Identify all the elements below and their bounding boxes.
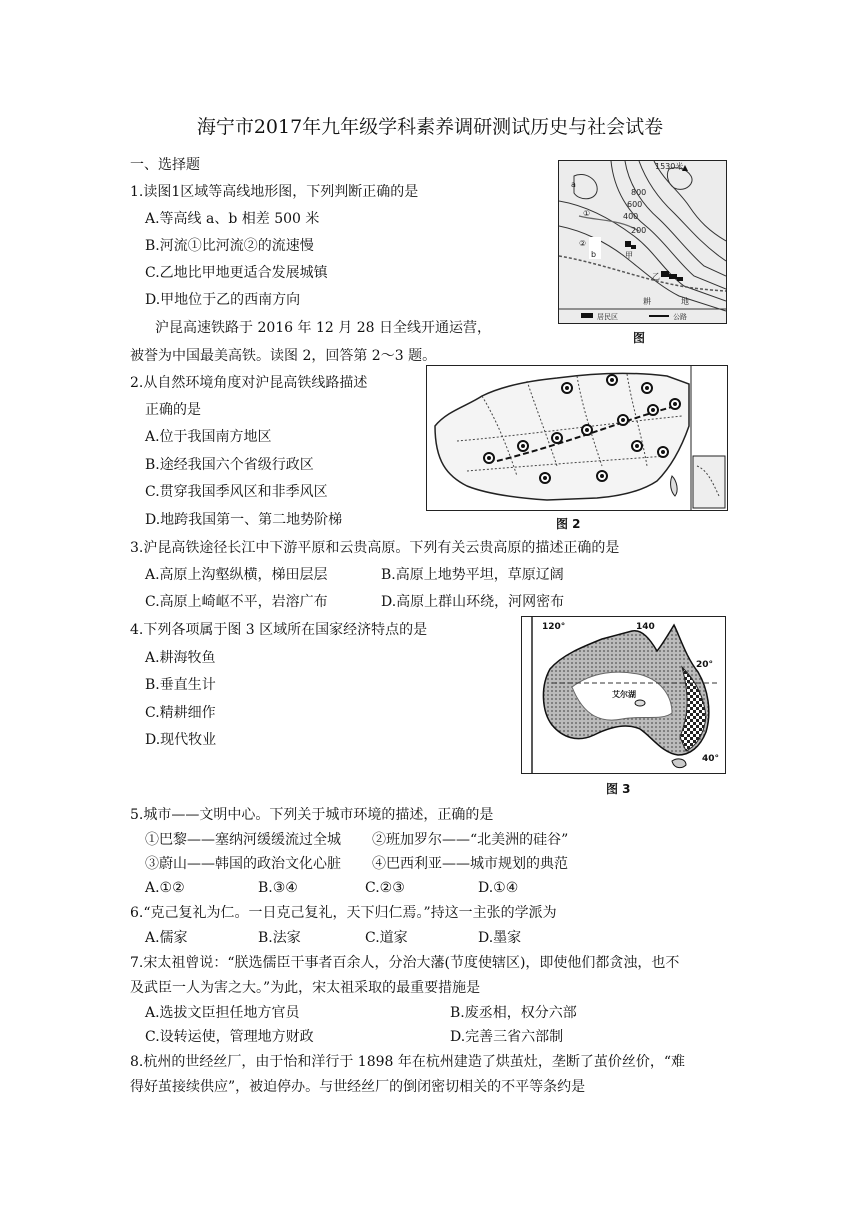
intro-line-2: 被誉为中国最美高铁。读图 2，回答第 2～3 题。 [130, 348, 437, 364]
q6-option-a: A.儒家 [145, 930, 188, 946]
fig1-label-b: b [591, 250, 597, 259]
q7-option-d: D.完善三省六部制 [450, 1029, 564, 1045]
q6-option-d: D.墨家 [478, 930, 522, 946]
figure-3-australia-map [521, 616, 726, 774]
fig1-contour-600: 600 [627, 200, 643, 209]
q5-option-d: D.①④ [478, 880, 519, 896]
figure-1-contour-map [558, 160, 727, 324]
q5-option-b: B.③④ [258, 880, 298, 896]
q5-item-1: ①巴黎——塞纳河缓缓流过全城 [145, 832, 341, 848]
q8-line-1: 8.杭州的世经丝厂，由于怡和洋行于 1898 年在杭州建造了烘茧灶，垄断了茧价丝价，“难 [130, 1054, 686, 1070]
fig1-legend-residential: 居民区 [597, 313, 618, 321]
q1-option-b: B.河流①比河流②的流速慢 [145, 238, 314, 254]
page-title: 海宁市2017年九年级学科素养调研测试历史与社会试卷 [196, 116, 664, 138]
q6-option-b: B.法家 [258, 930, 301, 946]
fig3-lat-40: 40° [702, 754, 720, 764]
q6-stem: 6.“克己复礼为仁。一日克己复礼，天下归仁焉。”持这一主张的学派为 [130, 905, 557, 921]
figure-1-caption: 图 [633, 331, 646, 345]
fig1-label-jia: 甲 [625, 251, 633, 260]
q7-stem-line-2: 及武臣一人为害之大。”为此，宋太祖采取的最重要措施是 [130, 980, 481, 996]
q1-stem: 1.读图1区域等高线地形图，下列判断正确的是 [130, 184, 419, 200]
q5-option-c: C.②③ [365, 880, 405, 896]
q7-option-b: B.废丞相，权分六部 [450, 1005, 577, 1021]
fig1-label-geng: 耕 [643, 297, 651, 306]
fig1-contour-200: 200 [631, 226, 647, 235]
section-heading: 一、选择题 [130, 157, 200, 173]
fig3-lat-20: 20° [696, 660, 714, 670]
q3-option-d: D.高原上群山环绕，河网密布 [381, 594, 565, 610]
q1-option-a: A.等高线 a、b 相差 500 米 [145, 211, 320, 227]
q7-stem-line-1: 7.宋太祖曾说：“朕选儒臣干事者百余人，分治大藩(节度使辖区)，即使他们都贪浊，也不 [130, 955, 680, 971]
fig1-contour-400: 400 [623, 212, 639, 221]
fig1-peak-label: 1530米 [655, 162, 684, 171]
q2-option-b: B.途经我国六个省级行政区 [145, 457, 314, 473]
fig3-lon-140: 140 [636, 622, 655, 632]
figure-2-caption: 图 2 [556, 517, 581, 531]
q3-option-b: B.高原上地势平坦，草原辽阔 [381, 567, 564, 583]
q5-item-2: ②班加罗尔——“北美洲的硅谷” [372, 832, 569, 848]
q2-option-d: D.地跨我国第一、第二地势阶梯 [145, 512, 343, 528]
fig1-label-yi: 乙 [652, 272, 660, 281]
fig1-river-2: ② [579, 239, 587, 248]
q4-option-c: C.精耕细作 [145, 705, 216, 721]
q5-item-4: ④巴西利亚——城市规划的典范 [372, 856, 568, 872]
fig1-legend-road: 公路 [673, 313, 687, 321]
intro-line-1: 沪昆高速铁路于 2016 年 12 月 28 日全线开通运营， [155, 320, 491, 336]
q7-option-a: A.选拔文臣担任地方官员 [145, 1005, 300, 1021]
fig1-river-1: ① [583, 209, 591, 218]
q3-stem: 3.沪昆高铁途径长江中下游平原和云贵高原。下列有关云贵高原的描述正确的是 [130, 540, 620, 556]
fig1-contour-800: 800 [631, 188, 647, 197]
q2-stem-line-1: 2.从自然环境角度对沪昆高铁线路描述 [130, 375, 368, 391]
figure-2-railway-map [426, 365, 728, 511]
q3-option-c: C.高原上崎岖不平，岩溶广布 [145, 594, 328, 610]
fig1-label-di: 地 [681, 297, 689, 306]
q5-stem: 5.城市——文明中心。下列关于城市环境的描述，正确的是 [130, 807, 494, 823]
q4-option-a: A.耕海牧鱼 [145, 650, 216, 666]
q5-item-3: ③蔚山——韩国的政治文化心脏 [145, 856, 341, 872]
q3-option-a: A.高原上沟壑纵横，梯田层层 [145, 567, 328, 583]
q6-option-c: C.道家 [365, 930, 408, 946]
q1-option-d: D.甲地位于乙的西南方向 [145, 292, 301, 308]
fig3-lon-120: 120° [542, 622, 566, 632]
q4-option-b: B.垂直生计 [145, 677, 216, 693]
q2-option-c: C.贯穿我国季风区和非季风区 [145, 484, 328, 500]
q4-stem: 4.下列各项属于图 3 区域所在国家经济特点的是 [130, 622, 428, 638]
fig3-lake-label: 艾尔湖 [612, 690, 636, 699]
q2-stem-line-2: 正确的是 [145, 402, 201, 418]
q1-option-c: C.乙地比甲地更适合发展城镇 [145, 265, 328, 281]
q8-line-2: 得好茧接续供应”，被迫停办。与世经丝厂的倒闭密切相关的不平等条约是 [130, 1079, 586, 1095]
q4-option-d: D.现代牧业 [145, 732, 217, 748]
figure-3-caption: 图 3 [606, 782, 631, 796]
q2-option-a: A.位于我国南方地区 [145, 429, 272, 445]
q5-option-a: A.①② [145, 880, 185, 896]
q7-option-c: C.设转运使，管理地方财政 [145, 1029, 314, 1045]
fig1-label-a: a [571, 180, 576, 189]
